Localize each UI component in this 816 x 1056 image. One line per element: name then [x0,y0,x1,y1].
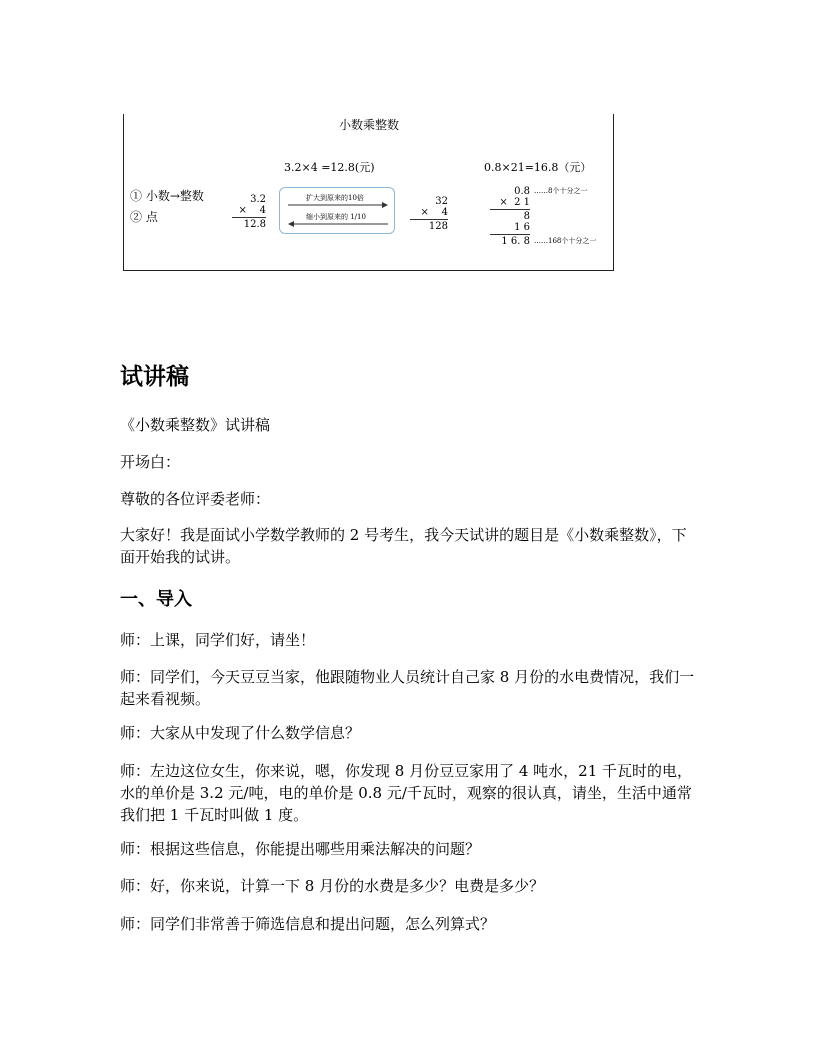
vertical-calc-electricity [490,186,597,247]
arrow-top-label: 扩大到原来的10倍 [306,194,364,202]
calc-row: 12.8 [243,219,266,230]
calc-row: 3.2 [250,194,266,205]
script-line: 师：好，你来说，计算一下 8 月份的水费是多少？电费是多少？ [120,877,545,895]
calc-row: × 4 [238,205,266,216]
calc-row: 8 [523,211,530,222]
board-note-1: ① 小数→整数 [130,189,204,203]
calc-rule [232,217,266,218]
script-line: 师：大家从中发现了什么数学信息？ [120,724,361,742]
script-line: 师：同学们非常善于筛选信息和提出问题，怎么列算式？ [120,915,496,933]
calc-rule [490,234,530,235]
script-title-line: 《小数乘整数》试讲稿 [120,416,271,434]
vertical-calc-integer [410,196,448,232]
board-note-2: ② 点 [130,210,158,224]
calc-row: 128 [428,221,448,232]
calc-side-note-2: ……168个十分之一 [534,237,597,245]
greeting: 尊敬的各位评委老师： [120,490,271,508]
board-title: 小数乘整数 [339,118,400,132]
equation-water: 3.2×4 =12.8(元) [284,161,375,174]
calc-row: 1 6. 8 [501,236,530,247]
blackboard-figure [123,114,614,271]
calc-row: × 4 [420,207,448,218]
scale-arrow-box [279,187,395,234]
script-line: 师：根据这些信息，你能提出哪些用乘法解决的问题？ [120,840,481,858]
calc-row: 1 6 [514,222,530,233]
calc-side-note-1: ……8个十分之一 [534,187,588,195]
calc-row: 0.8 [514,186,530,197]
script-line: 师：同学们，今天豆豆当家，他跟随物业人员统计自己家 8 月份的水电费情况，我们一起来看视频。 [120,668,695,708]
equation-electricity: 0.8×21=16.8（元） [484,161,592,174]
calc-row: × 2 1 [499,197,530,208]
calc-rule [490,209,530,210]
arrow-bottom-label: 缩小到原来的 1/10 [306,213,366,221]
calc-rule [410,219,448,220]
script-line: 师：左边这位女生，你来说，嗯，你发现 8 月份豆豆家用了 4 吨水，21 千瓦时的电，水的单价是 3.2 元/吨，电的单价是 0.8 元/千瓦时，观察的很认真，请坐，生活中通常我们把 1 千瓦时叫做 1 度。 [120,762,693,824]
script-line: 师：上课，同学们好，请坐！ [120,631,316,649]
opening-label: 开场白： [120,453,181,471]
vertical-calc-decimal [232,194,266,230]
self-intro: 大家好！我是面试小学数学教师的 2 号考生，我今天试讲的题目是《小数乘整数》，下面开始我的试讲。 [120,526,687,566]
page-heading: 试讲稿 [120,363,189,390]
calc-row: 32 [435,196,448,207]
section-heading-intro: 一、导入 [120,589,192,610]
